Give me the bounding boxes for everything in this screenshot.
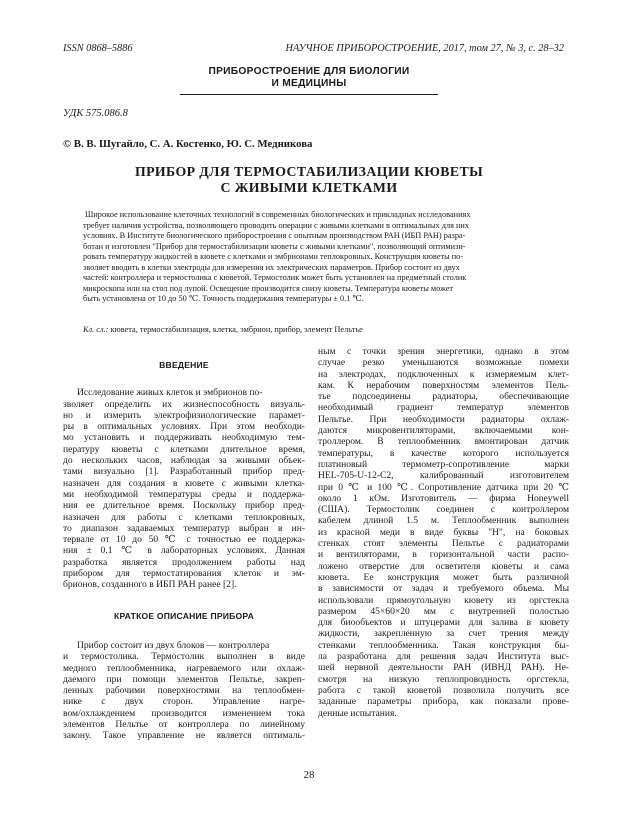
section-heading-line: И МЕДИЦИНЫ [271, 78, 347, 89]
page-number: 28 [303, 769, 315, 781]
text-line: вом/охлаждением производится изменением тока [63, 707, 305, 719]
text-line: Пельтье. При необходимости радиаторы охлаж- [318, 413, 569, 425]
abstract-line: условиях. В Институте биологического приборостроения с опытным производством РАН (ИБП РАН) разра- [83, 231, 466, 240]
keywords-text: кювета, термостабилизация, клетка, эмбрион, прибор, элемент Пельтье [110, 325, 363, 334]
text-line: ния ± 0.1 ℃ в лабораторных условиях. Данная [63, 545, 305, 557]
text-line: ленных рабочими поверхностями на теплообмен- [63, 685, 305, 697]
text-line: то диапазон задаваемых температур выбран в ин- [63, 522, 305, 534]
article-title [0, 164, 618, 196]
text-line: элементов Пельтье от контроллера по линейному [63, 719, 305, 731]
authors: © В. В. Шугайло, С. А. Костенко, Ю. С. Медникова [63, 138, 313, 150]
abstract-line: зволяет вводить в клетки электроды для измерения их электрических параметров. Прибор состоит из двух [83, 262, 460, 272]
text-line: стенках стоят элементы Пельтье с радиаторами [318, 538, 569, 550]
section-heading-line: ПРИБОРОСТРОЕНИЕ ДЛЯ БИОЛОГИИ [208, 66, 410, 77]
text-line: стенками теплообменника. Такая конструкция бы- [318, 639, 569, 651]
text-line: но и измерить электрофизиологические парамет- [63, 409, 305, 421]
text-line: смотря на низкую теплопроводность оргстекла, [318, 673, 569, 685]
text-line: до нескольких часов, наблюдая за живыми объек- [63, 455, 305, 467]
abstract-line: частей: контроллера и термостолика с кюветой. Термостолик может быть установлен на предметный столик [83, 273, 467, 282]
text-line: и вентиляторами, в горизонтальной части распо- [318, 549, 569, 561]
left-column [63, 360, 305, 742]
text-line: Прибор состоит из двух блоков — контроллера [77, 639, 270, 651]
article-title-line: ПРИБОР ДЛЯ ТЕРМОСТАБИЛИЗАЦИИ КЮВЕТЫ [134, 164, 484, 179]
abstract [83, 210, 563, 305]
text-line: разработка является продолжением работы над [63, 556, 305, 568]
text-line: пературу кюветы с клетками длительное время, [63, 443, 305, 455]
text-line: медного теплообменника, нагреваемого или охлаж- [63, 662, 305, 674]
text-line: платиновый термометр-сопротивление марки [318, 458, 569, 470]
brief-heading: КРАТКОЕ ОПИСАНИЕ ПРИБОРА [114, 610, 254, 621]
text-line: денные испытания. [318, 707, 397, 719]
text-line: мо установить и поддерживать необходимую тем- [63, 432, 305, 444]
text-line: шей нервной деятельности РАН (ИВНД РАН). Не- [318, 662, 569, 674]
text-line: ла разработана для решения задач Института выс- [318, 651, 569, 663]
right-column [318, 346, 569, 719]
text-line: в зависимости от задач и требуемого объема. Мы [318, 583, 569, 595]
text-line: брионов, созданного в ИБП РАН ранее [2]. [63, 579, 237, 591]
text-line: размером 45×60×20 мм с внутренней полостью [318, 605, 569, 617]
text-line: при 0 ℃ и 100 ℃. Сопротивление датчика при 20 ℃ [318, 481, 569, 493]
text-line: кам. К нерабочим поверхностям элементов Пель- [318, 379, 569, 391]
keywords [83, 325, 363, 334]
text-line: HEL-705-U-12-C2, калиброванный изготовителем [318, 470, 569, 482]
abstract-line: ровать температуру жидкостей в кювете с клетками и эмбрионами теплокровных. Конструкция кюветы по- [83, 252, 464, 261]
text-line: ложено отверстие для осветителя кюветы и сама [318, 560, 569, 572]
keywords-label: Кл. сл.: [83, 325, 109, 334]
text-line: кабелем длиной 1.5 м. Теплообменник выполнен [318, 515, 569, 527]
text-line: около 1 кОм. Изготовитель — фирма Honeywell [318, 492, 569, 504]
text-line: даются микровентиляторами, включаемыми кон- [318, 425, 569, 437]
text-line: тами визуально [1]. Разработанный прибор пред- [63, 466, 305, 478]
text-line: случае резко уменьшаются возможные помехи [318, 357, 569, 369]
intro-heading: ВВЕДЕНИЕ [159, 360, 209, 370]
abstract-line: Широкое использование клеточных технологий в современных биологических и прикладных исследованиях [85, 210, 471, 219]
article-title-line: С ЖИВЫМИ КЛЕТКАМИ [220, 180, 398, 195]
text-line: температуры, в качестве которого используется [318, 447, 569, 459]
text-line: для биообъектов и штуцерами для залива в кювету [318, 617, 569, 629]
text-line: Исследование живых клеток и эмбрионов по- [77, 387, 263, 399]
text-line: даемого при помощи элементов Пельтье, закреп- [63, 673, 305, 685]
text-line: ры в оптимальных условиях. При этом необходи- [63, 421, 305, 433]
text-line: ния ее длительное время. Поскольку прибор пред- [63, 500, 305, 512]
journal-issn: ISSN 0868–5886 [63, 43, 133, 54]
abstract-line: быть установлена от 10 до 50 ℃. Точность поддержания температуры ± 0.1 ℃. [83, 294, 364, 303]
text-line: прибором для термостатирования клеток и эм- [63, 568, 305, 580]
text-line: тервале от 10 до 50 ℃ с точностью ее поддержа- [63, 534, 305, 546]
section-divider [180, 94, 438, 95]
journal-reference: НАУЧНОЕ ПРИБОРОСТРОЕНИЕ, 2017, том 27, № 3, c. 28–32 [285, 43, 564, 54]
text-line: назначен для создания в кювете с живыми клетка- [63, 477, 305, 489]
text-line: нике с двух сторон. Управление нагре- [63, 696, 305, 708]
text-line: кювета. Ее конструкция может быть различной [318, 571, 569, 583]
text-line: ми необходимой температуры среды и поддержа- [63, 488, 305, 500]
text-line: тье подсоединены радиаторы, обеспечивающие [318, 391, 569, 403]
text-line: ным с точки зрения энергетики, однако в этом [318, 346, 569, 357]
abstract-line: ботан и изготовлен "Прибор для термостабилизации кюветы с живыми клетками", позволяющий оптимизи- [83, 241, 466, 251]
text-line: работа с такой кюветой позволила получить все [318, 684, 569, 696]
text-line: необходимый градиент температур элементов [318, 402, 569, 414]
text-line: троллером. В теплообменник вмонтирован датчик [318, 436, 569, 448]
text-line: жидкости, закрепленную за счет трения между [318, 628, 569, 640]
section-heading [0, 66, 618, 90]
text-line: на электродах, подключенных к измеряемым клет- [318, 368, 569, 380]
text-line: заданные параметры прибора, как показали прове- [318, 696, 569, 708]
text-line: из красной меди в виде буквы "Н", на боковых [318, 526, 569, 538]
text-line: (США). Термостолик соединен с контроллером [318, 504, 569, 516]
text-line: зволяет определить их жизнеспособность визуаль- [63, 398, 305, 410]
text-line: и термостолика. Термостолик выполнен в виде [63, 651, 305, 663]
abstract-line: микроскопа или на стол под лупой. Освещение производится снизу кюветы. Температура кюветы может [83, 283, 454, 293]
text-line: закону. Такое управление не является оптималь- [63, 730, 305, 742]
udk-code: УДК 575.086.8 [63, 108, 128, 119]
abstract-line: требует наличия устройства, позволяющего проводить операции с живыми клетками в оптимальных для них [83, 220, 470, 230]
text-line: использовали прямоугольную кювету из оргстекла [318, 594, 569, 606]
text-line: назначен для работы с клетками теплокровных, [63, 511, 305, 523]
